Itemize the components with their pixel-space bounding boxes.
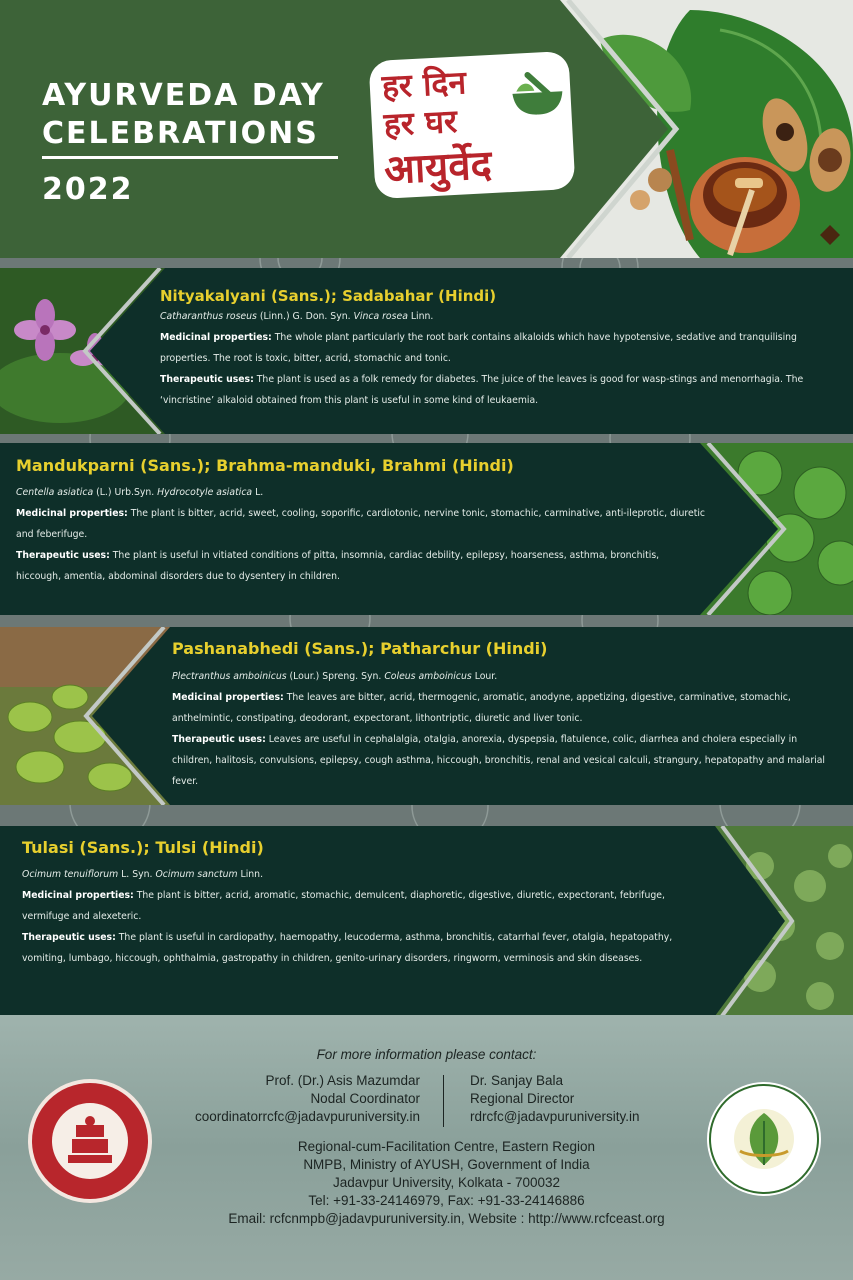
- plant-3-botanical: Plectranthus amboinicus (Lour.) Spreng. Syn. Coleus amboinicus Lour.: [172, 671, 498, 682]
- header-section: [0, 0, 853, 258]
- contact-1-email[interactable]: coordinatorrcfc@jadavpuruniversity.in: [194, 1109, 420, 1124]
- address-line: Regional-cum-Facilitation Centre, Eastern Region: [297, 1139, 596, 1154]
- contact-footer: [0, 1015, 853, 1280]
- contact-2-name: Dr. Sanjay Bala: [470, 1073, 564, 1088]
- contact-divider: [443, 1075, 444, 1127]
- plant-4-description: [22, 864, 712, 969]
- plant-1-description: [160, 306, 850, 411]
- contact-2-role: Regional Director: [470, 1091, 575, 1106]
- contact-1: [195, 1072, 420, 1126]
- logo-text-line2: हर घर: [382, 101, 458, 144]
- event-title-line2: CELEBRATIONS: [42, 116, 319, 151]
- contact-1-role: Nodal Coordinator: [310, 1091, 420, 1106]
- plant-1-title: Nityakalyani (Sans.); Sadabahar (Hindi): [160, 287, 497, 305]
- plant-3-medicinal: Medicinal properties: The leaves are bitter, acrid, thermogenic, aromatic, anodyne, appetizing, digestive, carminative, stomachic, anthelmintic, constipating, deodorant, expectorant, lithontriptic, diuretic and liver tonic.: [172, 692, 791, 724]
- plant-3-description: [172, 666, 832, 792]
- nmpb-seal: [706, 1081, 822, 1197]
- plant-2-medicinal: Medicinal properties: The plant is bitter, acrid, sweet, cooling, soporific, cardiotonic, nervine tonic, stomachic, carminative, anti-ileprotic, diuretic and feberifuge.: [16, 508, 706, 540]
- plant-3-therapeutic: Therapeutic uses: Leaves are useful in cephalalgia, otalgia, anorexia, dyspepsia, flatulence, colic, diarrhea and cholera especially in children, halitosis, convulsions, epilepsy, cough asthma, hiccough, bronchitis, renal and vesical calculi, strangury, hepatopathy and malarial fever.: [172, 734, 826, 787]
- address-line: Jadavpur University, Kolkata - 700032: [332, 1175, 561, 1190]
- logo-text-line3: आयुर्वेद: [383, 142, 493, 194]
- plant-4-medicinal: Medicinal properties: The plant is bitter, acrid, aromatic, stomachic, demulcent, diaphoretic, digestive, diuretic, expectorant, febrifuge, vermifuge and alexeteric.: [22, 890, 665, 922]
- contact-2-email[interactable]: rdrcfc@jadavpuruniversity.in: [470, 1109, 640, 1124]
- contact-heading: For more information please contact:: [316, 1047, 537, 1062]
- logo-text-line1: हर दिन: [380, 63, 468, 106]
- contact-1-name: Prof. (Dr.) Asis Mazumdar: [265, 1073, 420, 1088]
- plant-2-title: Mandukparni (Sans.); Brahma-manduki, Brahmi (Hindi): [16, 456, 514, 475]
- plant-2-therapeutic: Therapeutic uses: The plant is useful in vitiated conditions of pitta, insomnia, cardiac debility, epilepsy, hoarseness, asthma, bronchitis, hiccough, amentia, abdominal disorders due to dysentery in children.: [16, 550, 660, 582]
- address-line: Tel: +91-33-24146979, Fax: +91-33-24146886: [308, 1193, 585, 1208]
- plant-2-description: [16, 482, 706, 587]
- plant-4-botanical: Ocimum tenuiflorum L. Syn. Ocimum sanctum Linn.: [22, 869, 264, 880]
- plant-4-therapeutic: Therapeutic uses: The plant is useful in cardiopathy, haemopathy, leucoderma, asthma, bronchitis, catarrhal fever, otalgia, hepatopathy, vomiting, lumbago, hiccough, ophthalmia, gastropathy in children, genito-urinary disorders, ringworm, verminosis and skin diseases.: [22, 932, 673, 964]
- address-line[interactable]: Email: rcfcnmpb@jadavpuruniversity.in, Website : http://www.rcfceast.org: [228, 1211, 665, 1226]
- event-title-line1: AYURVEDA DAY: [42, 78, 325, 113]
- jadavpur-university-seal: [26, 1077, 154, 1205]
- title-divider: [42, 156, 338, 159]
- contact-2: [470, 1072, 640, 1126]
- plant-3-title: Pashanabhedi (Sans.); Patharchur (Hindi): [172, 639, 548, 658]
- plant-4-title: Tulasi (Sans.); Tulsi (Hindi): [22, 838, 264, 857]
- address-line: NMPB, Ministry of AYUSH, Government of India: [303, 1157, 590, 1172]
- plant-1-botanical: Catharanthus roseus (Linn.) G. Don. Syn. Vinca rosea Linn.: [160, 311, 434, 322]
- ayurveda-logo: [369, 51, 576, 199]
- mortar-pestle-icon: [507, 69, 567, 118]
- event-year: 2022: [42, 172, 134, 207]
- plant-1-medicinal: Medicinal properties: The whole plant particularly the root bark contains alkaloids which have hypotensive, sedative and tranquilising properties. The root is toxic, bitter, acrid, stomachic and tonic.: [160, 332, 797, 364]
- plant-1-therapeutic: Therapeutic uses: The plant is used as a folk remedy for diabetes. The juice of the leaves is good for wasp-stings and menorrhagia. The ‘vincristine’ alkaloid obtained from this plant is useful in some kind of leukaemia.: [160, 374, 804, 406]
- plant-2-botanical: Centella asiatica (L.) Urb.Syn. Hydrocotyle asiatica L.: [16, 487, 264, 498]
